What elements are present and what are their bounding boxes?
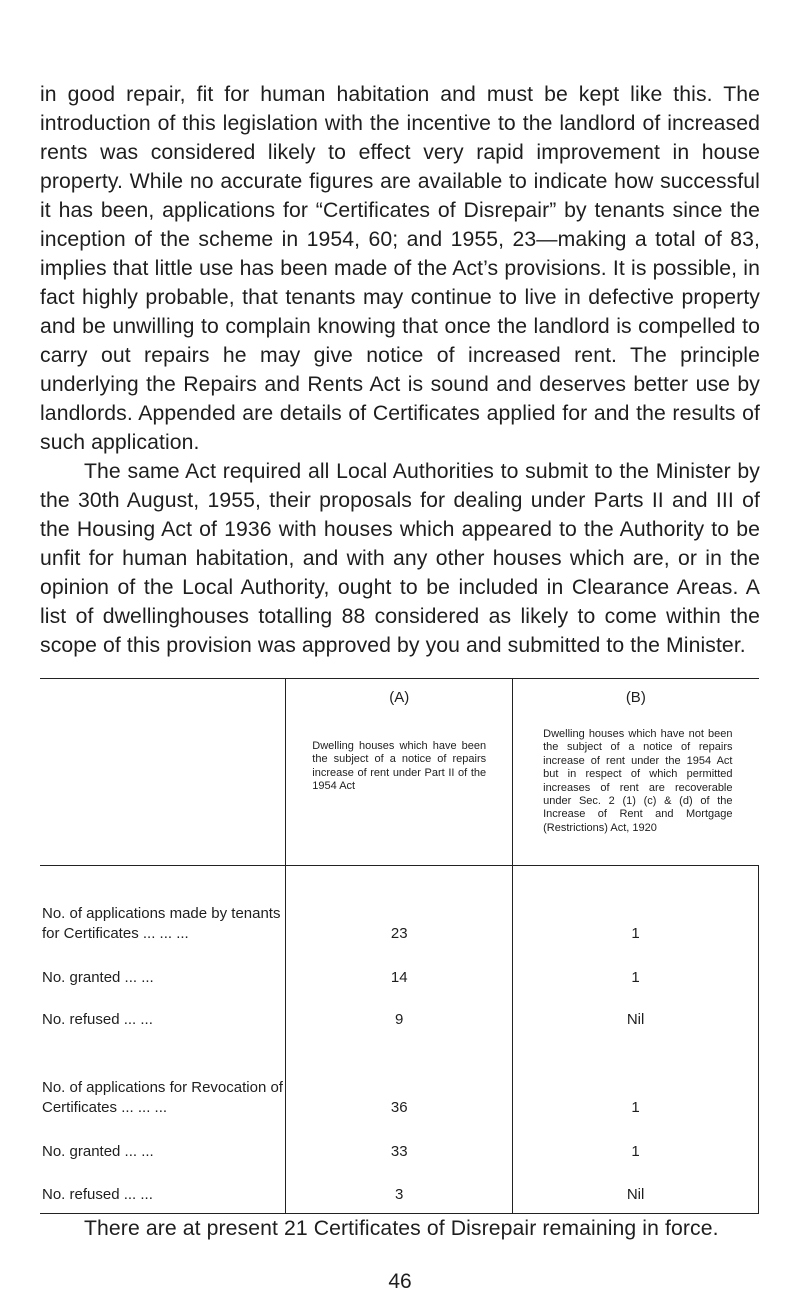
table-header-row (40, 679, 759, 866)
table-row (40, 998, 759, 1040)
row-value-b: 1 (513, 1040, 759, 1128)
header-blank-cell (40, 679, 286, 866)
paragraph-clearance-areas: The same Act required all Local Authorities to submit to the Minister by the 30th August, 1955, their proposals for dealing under Parts II and III of the Housing Act of 1936 with houses which appeared to the Authority to be unfit for human habitation, and with any other houses which are, or in the opinion of the Local Authority, ought to be included in Clearance Areas. A list of dwellinghouses totalling 88 considered as likely to come within the scope of this provision was approved by you and submitted to the Minister. (40, 460, 760, 657)
table-row (40, 1128, 759, 1172)
table-row (40, 954, 759, 998)
table-row (40, 1172, 759, 1214)
table-row (40, 866, 759, 954)
header-column-a (286, 679, 513, 866)
header-column-b (513, 679, 759, 866)
row-value-b: Nil (513, 1172, 759, 1214)
column-b-letter: (B) (625, 689, 646, 706)
row-value-b: 1 (513, 954, 759, 998)
column-b-description: Dwelling houses which have not been the subject of a notice of repairs increase of rent under the 1954 Act but in respect of which permitted increases of rent are recoverable under Sec. 2 (1) (c) & (d) of the Increase of Rent and Mortgage (Restrictions) Act, 1920 (543, 728, 733, 834)
row-value-a: 3 (286, 1172, 513, 1214)
row-label: No. granted ... ... (42, 968, 154, 986)
row-label: No. of applications for Revocation of Certificates ... ... ... (42, 1078, 283, 1116)
row-label: No. refused ... ... (40, 1172, 286, 1214)
row-label: No. of applications made by tenants for Certificates ... ... ... (42, 904, 281, 942)
row-value-a: 14 (286, 954, 513, 998)
certificates-table (40, 678, 759, 1214)
column-a-letter: (A) (389, 689, 410, 706)
page-number: 46 (388, 1270, 412, 1293)
paragraph-certificates-remaining: There are at present 21 Certificates of Disrepair remaining in force. (84, 1217, 719, 1240)
table-row (40, 1040, 759, 1128)
column-a-description: Dwelling houses which have been the subject of a notice of repairs increase of rent under Part II of the 1954 Act (312, 740, 487, 793)
row-value-a: 9 (286, 998, 513, 1040)
row-label: No. refused ... ... (42, 1010, 153, 1028)
document-page (40, 80, 760, 1240)
row-value-b: Nil (513, 998, 759, 1040)
paragraph-repairs-act: in good repair, fit for human habitation and must be kept like this. The introduction of this legislation with the incentive to the landlord of increased rents was considered likely to effect very rapid improvement in house property. While no accurate figures are available to indicate how successful it has been, applications for “Certificates of Disrepair” by tenants since the inception of the scheme in 1954, 60; and 1955, 23—making a total of 83, implies that little use has been made of the Act’s provisions. It is possible, in fact highly probable, that tenants may continue to live in defective property and be unwilling to complain knowing that once the landlord is compelled to carry out repairs he may give notice of increased rent. The principle underlying the Repairs and Rents Act is sound and deserves better use by landlords. Appended are details of Certificates applied for and the results of such application. (40, 83, 760, 454)
row-value-a: 36 (286, 1040, 513, 1128)
row-value-b: 1 (513, 1128, 759, 1172)
row-value-a: 23 (286, 866, 513, 954)
row-value-b: 1 (513, 866, 759, 954)
row-label: No. granted ... ... (42, 1142, 154, 1160)
closing-paragraph-wrap (40, 1214, 760, 1243)
row-value-a: 33 (286, 1128, 513, 1172)
